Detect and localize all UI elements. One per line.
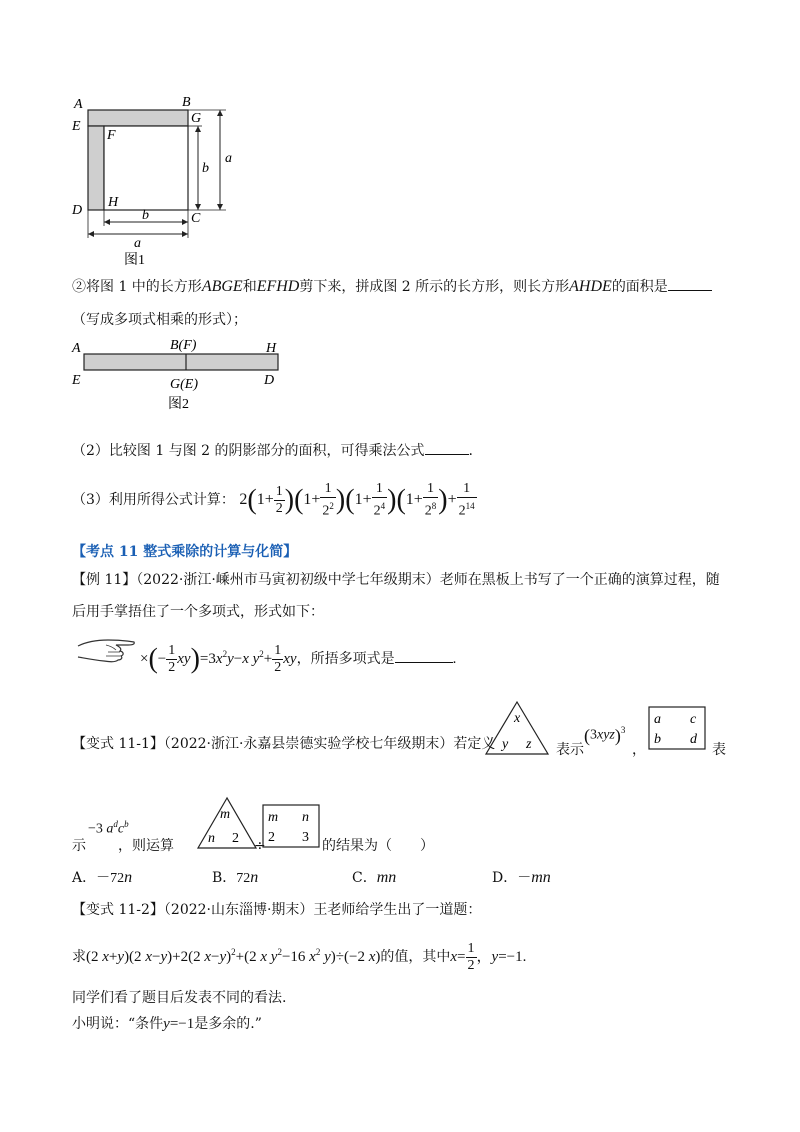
- fig2-label-D: D: [264, 373, 275, 388]
- comma-1: ，: [632, 742, 646, 758]
- fig1-caption: 图1: [124, 253, 145, 268]
- polynomial-blank[interactable]: [395, 648, 453, 663]
- triangle-definition-1: [484, 700, 550, 756]
- fig1-label-C: C: [191, 211, 201, 226]
- variation-11-2-line3: 同学们看了题目后发表不同的看法.: [72, 990, 287, 1006]
- box-definition-1: [648, 706, 706, 750]
- svg-text:z: z: [526, 737, 532, 752]
- question-2: （2）比较图 1 与图 2 的阴影部分的面积，可得乘法公式 .: [72, 440, 473, 461]
- svg-text:y: y: [502, 737, 509, 752]
- fig1-label-G: G: [191, 111, 202, 126]
- svg-text:b: b: [654, 732, 661, 747]
- fig2-label-GE: G(E): [170, 377, 198, 392]
- variation-11-1-line: 【变式 11-1】（2022·浙江·永嘉县崇德实验学校七年级期末）若定义: [72, 736, 496, 752]
- fig1-label-b-right: b: [202, 161, 209, 176]
- then-text: ，则运算: [118, 838, 174, 854]
- section-heading-11: 【考点 11 整式乘除的计算与化简】: [72, 544, 298, 560]
- shows-text-1: 表示: [556, 742, 584, 758]
- variation-11-2-line4: 小明说：“条件y=−1是多余的.”: [72, 1016, 262, 1032]
- svg-text:a: a: [654, 712, 661, 727]
- q3-expression: 2(1+ $\frac{1}{2}$ )(1+ $\frac{1}{2^2}$ )(1+ $\frac{1}{2^4}$ )(1+ $\frac{1}{2^8}$ )+ $\frac{1}{2^{14}}$: [239, 481, 475, 519]
- formula-blank[interactable]: [425, 440, 469, 455]
- fig1-label-b-bottom: b: [142, 208, 149, 223]
- q2-part-line2: （写成多项式相乘的形式）；: [72, 312, 247, 328]
- q2-part-line1: ②将图 1 中的长方形ABGE和EFHD剪下来，拼成图 2 所示的长方形，则长方形AHDE的面积是: [72, 276, 712, 297]
- figure-1: [70, 92, 250, 272]
- variation-11-2-expression: 求(2 x+y)(2 x−y)+2(2 x−y)$^2$+(2 x $y^2-16$ $x^2$ y)÷(−2 x)的值，其中x= $\frac{1}{2}$ ，y=−1.: [72, 941, 527, 974]
- divide-sign: ÷: [254, 838, 266, 854]
- fig2-label-BF: B(F): [170, 338, 197, 353]
- svg-text:c: c: [690, 712, 697, 727]
- question-3: （3）利用所得公式计算： 2(1+ $\frac{1}{2}$ )(1+ $\frac{1}{2^2}$ )(1+ $\frac{1}{2^4}$ )(1+ $\frac{1}{2^8}$ )+ $\frac{1}{2^{14}}$: [72, 481, 475, 519]
- triangle-operand: [196, 796, 258, 850]
- biao-text: 表: [712, 742, 726, 758]
- fig2-label-A: A: [72, 341, 81, 356]
- result-text: 的结果为（ ）: [322, 838, 434, 854]
- fig2-caption: 图2: [168, 397, 189, 412]
- svg-text:m: m: [268, 810, 279, 825]
- option-a[interactable]: A．－72n: [72, 869, 133, 886]
- answer-blank[interactable]: [668, 276, 712, 291]
- definition-2-expression: −3 $a^dc^b$: [88, 819, 129, 837]
- option-d[interactable]: D．－mn: [492, 869, 551, 886]
- variation-11-2-line: 【变式 11-2】（2022·山东淄博·期末）王老师给学生出了一道题：: [72, 902, 482, 918]
- svg-text:2: 2: [268, 830, 275, 845]
- option-c[interactable]: C．mn: [352, 869, 397, 886]
- example-11-line2: 后用手掌捂住了一个多项式，形式如下：: [72, 604, 324, 620]
- svg-text:x: x: [514, 711, 521, 726]
- example-11-line1: 【例 11】（2022·浙江·嵊州市马寅初初级中学七年级期末）老师在黑板上书写了一个正确的演算过程，随: [72, 572, 720, 588]
- fig1-label-A: A: [74, 97, 83, 112]
- shi-text: 示: [72, 838, 86, 854]
- svg-text:n: n: [302, 810, 309, 825]
- svg-text:d: d: [690, 732, 697, 747]
- option-b[interactable]: B．72n: [212, 869, 259, 886]
- definition-1-expression: $(3xyz)^3$: [584, 725, 626, 746]
- svg-text:2: 2: [232, 831, 239, 846]
- hand-icon: [76, 632, 136, 664]
- fig1-label-E: E: [72, 119, 81, 134]
- svg-text:m: m: [220, 807, 231, 822]
- svg-text:n: n: [208, 831, 215, 846]
- figure-2: [70, 336, 290, 414]
- fig1-label-B: B: [182, 95, 191, 110]
- fig2-label-E: E: [72, 373, 81, 388]
- fig1-label-D: D: [72, 203, 83, 218]
- example-11-equation: ×(− $\frac{1}{2}$ $xy)=3x^2y-x$ $y^2+$ $\frac{1}{2}$ xy，所捂多项式是 .: [140, 643, 457, 676]
- fig1-label-F: F: [107, 128, 116, 143]
- fig1-label-a-right: a: [225, 151, 232, 166]
- fig2-label-H: H: [266, 341, 277, 356]
- fig1-label-a-bottom: a: [134, 236, 141, 251]
- fig1-label-H: H: [108, 195, 119, 210]
- svg-text:3: 3: [302, 830, 309, 845]
- box-operand: [262, 804, 320, 848]
